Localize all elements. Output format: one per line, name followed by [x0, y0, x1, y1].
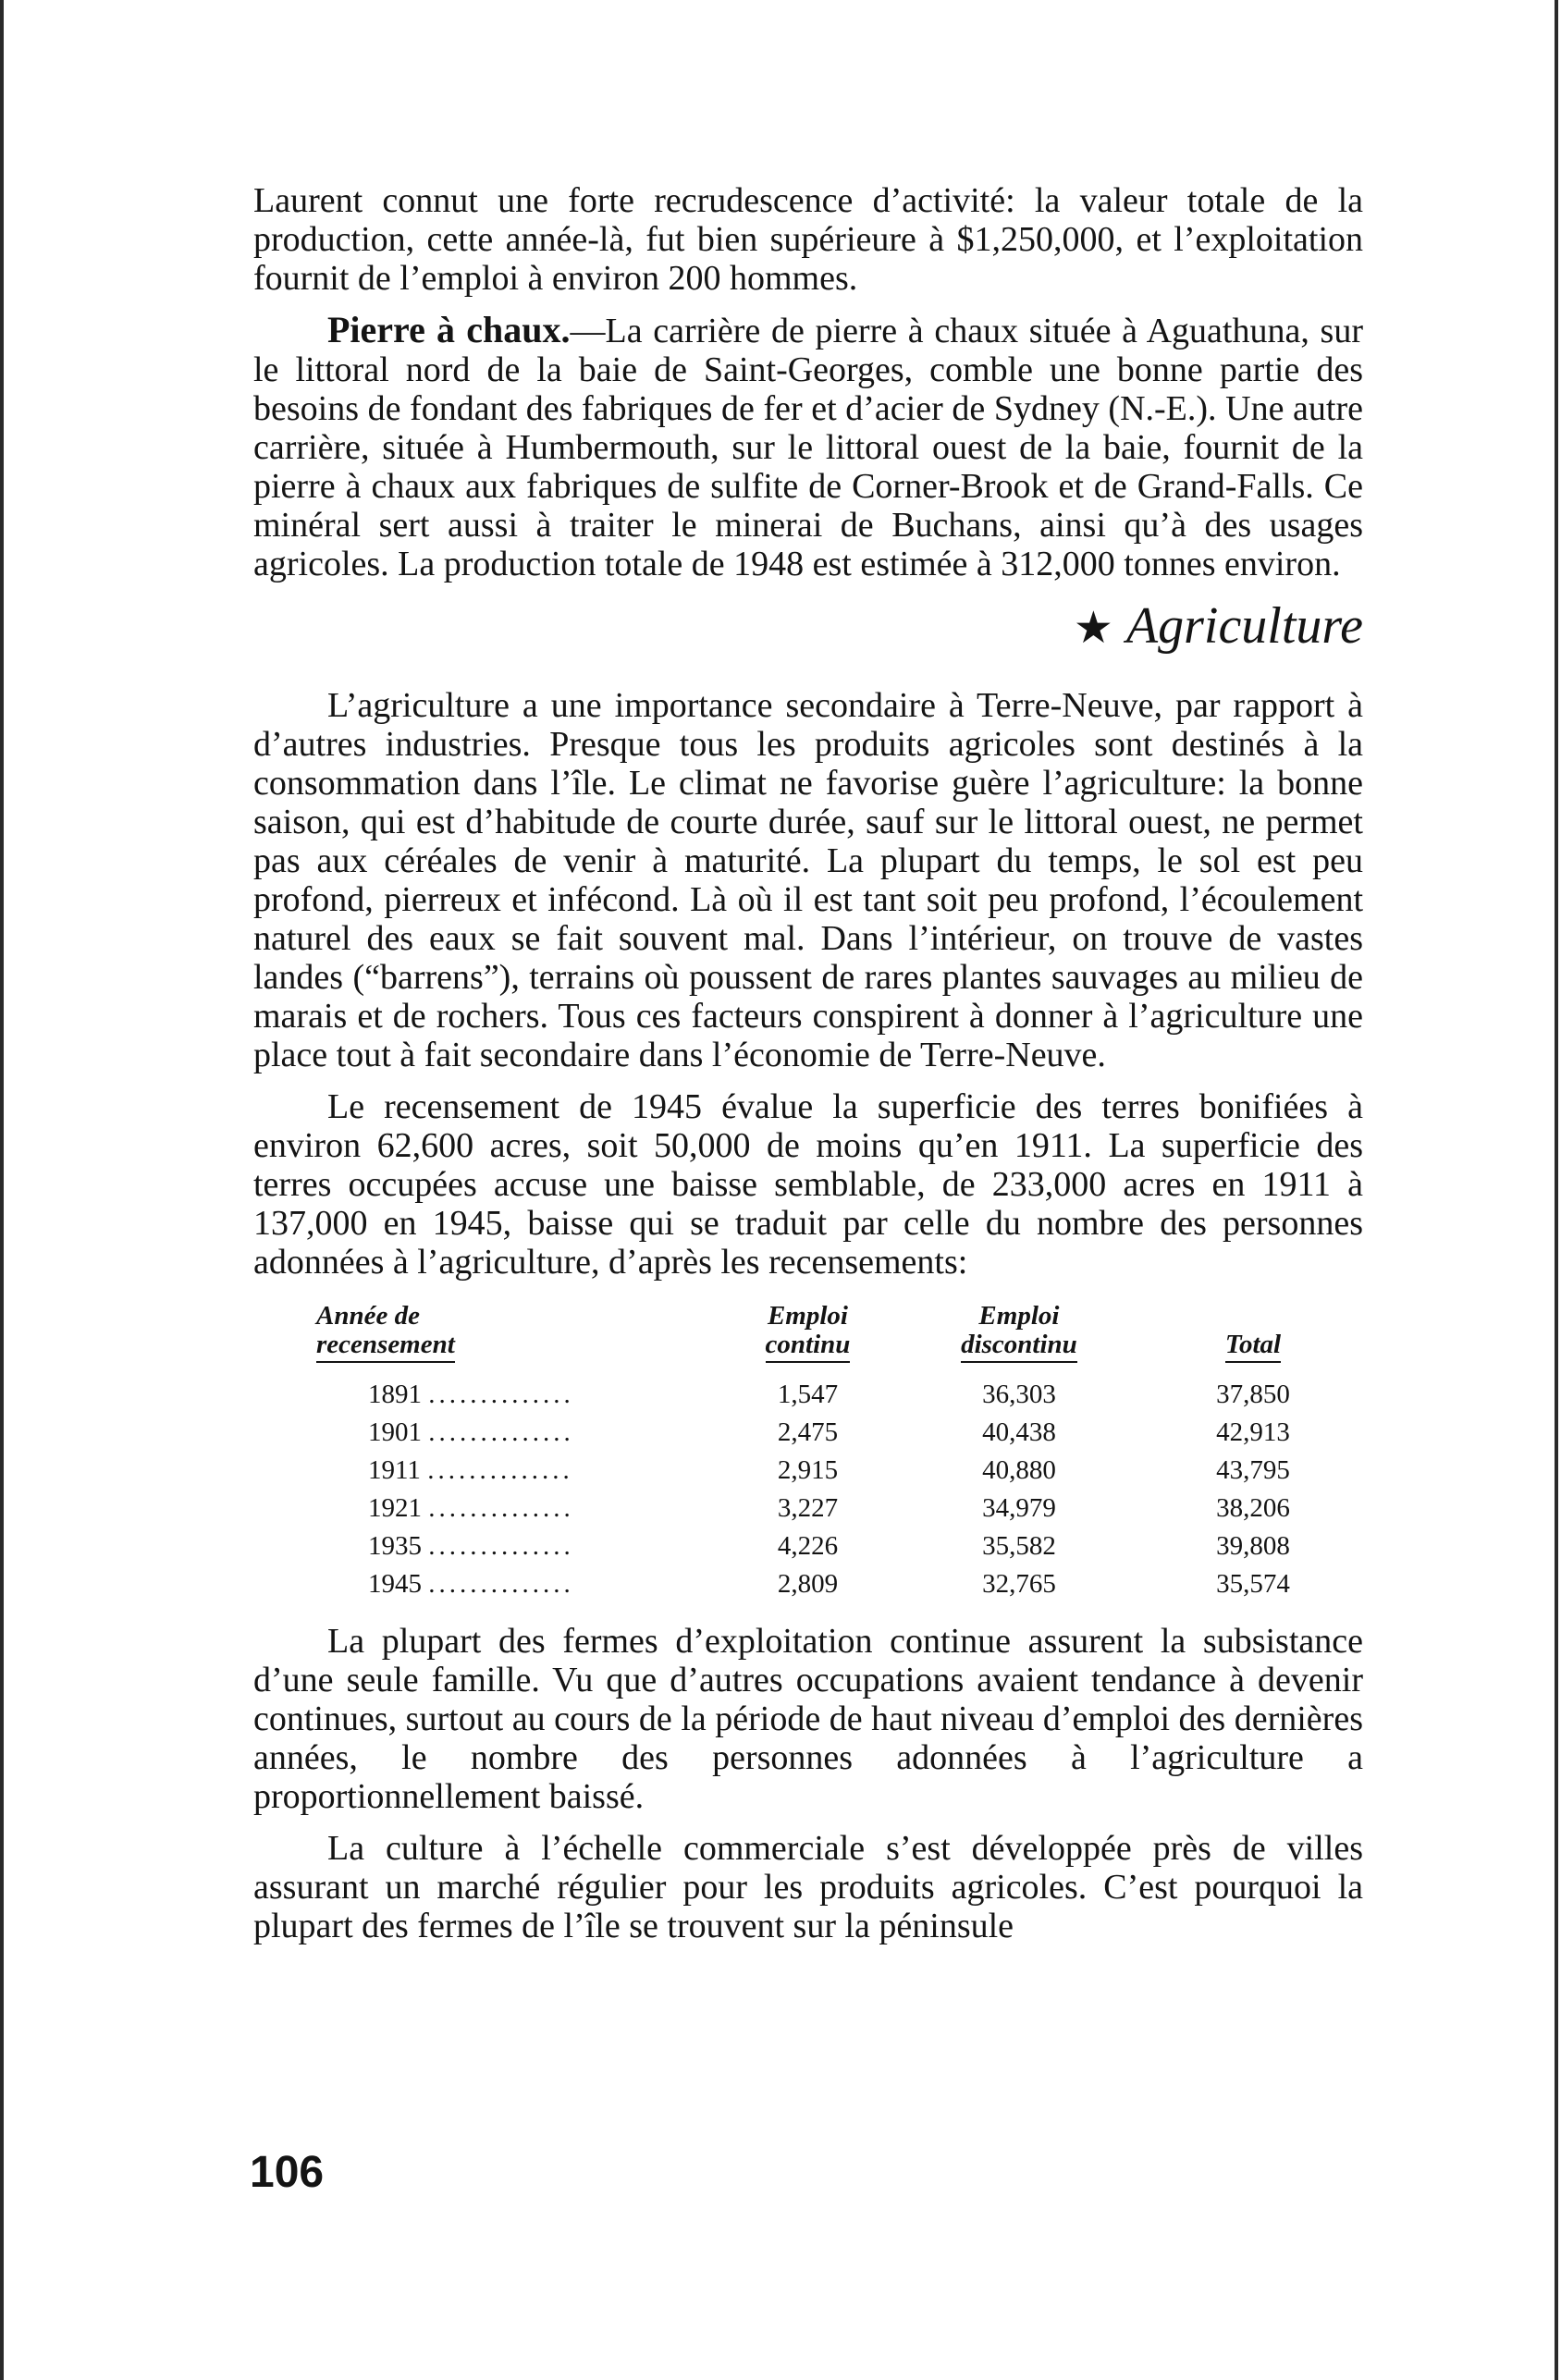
header-year-line2: recensement	[316, 1331, 455, 1363]
continuous-cell: 2,915	[777, 1455, 839, 1485]
header-total	[1143, 1302, 1363, 1376]
year-cell: 1911 ..............	[368, 1455, 573, 1485]
year-cell: 1901 ..............	[368, 1417, 574, 1447]
employment-table	[309, 1302, 1363, 1603]
page-edge-left	[0, 0, 4, 2380]
table-row	[309, 1490, 1363, 1527]
agriculture-heading	[253, 596, 1363, 658]
paragraph-census: Le recensement de 1945 évalue la superficie des terres bonifiées à environ 62,600 acres, soit 50,000 de moins qu’en 1911. La superficie des terres occupées accuse une baisse semblable, de 233,000 acres en 1911 à 137,000 en 1945, baisse qui se traduit par celle du nombre des personnes adonnées à l’agriculture, d’après les recensements:	[253, 1087, 1363, 1282]
header-year	[309, 1302, 720, 1376]
total-cell: 37,850	[1216, 1380, 1290, 1409]
paragraph-agriculture-intro: L’agriculture a une importance secondaire à Terre-Neuve, par rapport à d’autres industries. Presque tous les produits agricoles sont destinés à la consommation dans l’île. Le climat ne favorise guère l’agriculture: la bonne saison, qui est d’habitude de courte durée, sauf sur le littoral ouest, ne permet pas aux céréales de venir à maturité. La plupart du temps, le sol est peu profond, pierreux et infécond. Là où il est tant soit peu profond, l’écoulement naturel des eaux se fait souvent mal. Dans l’intérieur, on trouve de vastes landes (“barrens”), terrains où poussent de rares plantes sauvages au milieu de marais et de rochers. Tous ces facteurs conspirent à donner à l’agriculture une place tout à fait secondaire dans l’économie de Terre-Neuve.	[253, 686, 1363, 1074]
discontinuous-cell: 34,979	[982, 1493, 1056, 1523]
table-row	[309, 1452, 1363, 1490]
header-continuous-line1: Emploi	[767, 1301, 848, 1331]
year-cell: 1945 ..............	[368, 1569, 574, 1599]
continuous-cell: 2,475	[777, 1417, 839, 1447]
paragraph-commercial-farming: La culture à l’échelle commerciale s’est développée près de villes assurant un marché régulier pour les produits agricoles. C’est pourquoi la plupart des fermes de l’île se trouvent sur la péninsule	[253, 1829, 1363, 1945]
limestone-heading: Pierre à chaux.	[327, 309, 571, 350]
total-cell: 35,574	[1216, 1569, 1290, 1599]
continuous-cell: 1,547	[777, 1380, 839, 1409]
continuous-cell: 4,226	[777, 1531, 839, 1561]
paragraph-family-farms: La plupart des fermes d’exploitation continue assurent la subsistance d’une seule famille. Vu que d’autres occupations avaient tendance à devenir continues, surtout au cours de la période de haut niveau d’emploi des dernières années, le nombre des personnes adonnées à l’agriculture a proportionnellement baissé.	[253, 1622, 1363, 1816]
total-cell: 43,795	[1216, 1455, 1290, 1485]
header-total-label: Total	[1225, 1331, 1281, 1363]
discontinuous-cell: 35,582	[982, 1531, 1056, 1561]
total-cell: 38,206	[1216, 1493, 1290, 1523]
discontinuous-cell: 36,303	[982, 1380, 1056, 1409]
table-row	[309, 1527, 1363, 1565]
limestone-text: —La carrière de pierre à chaux située à Aguathuna, sur le littoral nord de la baie de Saint-Georges, comble une bonne partie des besoins de fondant des fabriques de fer et d’acier de Sydney (N.-E.). Une autre carrière, située à Humbermouth, sur le littoral ouest de la baie, fournit de la pierre à chaux aux fabriques de sulfite de Corner-Brook et de Grand-Falls. Ce minéral sert aussi à traiter le minerai de Buchans, ainsi qu’à des usages agricoles. La production totale de 1948 est estimée à 312,000 tonnes environ.	[253, 312, 1363, 583]
total-cell: 39,808	[1216, 1531, 1290, 1561]
page-body	[253, 181, 1363, 1945]
total-cell: 42,913	[1216, 1417, 1290, 1447]
star-icon: ★	[1073, 604, 1113, 653]
year-cell: 1921 ..............	[368, 1493, 574, 1523]
table-header-row	[309, 1302, 1363, 1376]
header-continuous	[720, 1302, 895, 1376]
header-discontinuous-line2: discontinu	[961, 1331, 1077, 1363]
year-cell: 1935 ..............	[368, 1531, 574, 1561]
header-year-line1: Année de	[316, 1301, 420, 1331]
agriculture-title: Agriculture	[1125, 597, 1363, 655]
paragraph-continuation: Laurent connut une forte recrudescence d’activité: la valeur totale de la production, cette année-là, fut bien supérieure à $1,250,000, et l’exploitation fournit de l’emploi à environ 200 hommes.	[253, 181, 1363, 298]
discontinuous-cell: 32,765	[982, 1569, 1056, 1599]
discontinuous-cell: 40,438	[982, 1417, 1056, 1447]
table-row	[309, 1376, 1363, 1414]
page-edge-right	[1555, 0, 1558, 2380]
paragraph-limestone	[253, 311, 1363, 583]
header-discontinuous	[895, 1302, 1143, 1376]
continuous-cell: 2,809	[777, 1569, 839, 1599]
header-discontinuous-line1: Emploi	[978, 1301, 1060, 1331]
continuous-cell: 3,227	[777, 1493, 839, 1523]
table-row	[309, 1414, 1363, 1452]
page-number: 106	[250, 2148, 325, 2197]
table-row	[309, 1565, 1363, 1603]
discontinuous-cell: 40,880	[982, 1455, 1056, 1485]
year-cell: 1891 ..............	[368, 1380, 574, 1409]
header-continuous-line2: continu	[766, 1331, 851, 1363]
